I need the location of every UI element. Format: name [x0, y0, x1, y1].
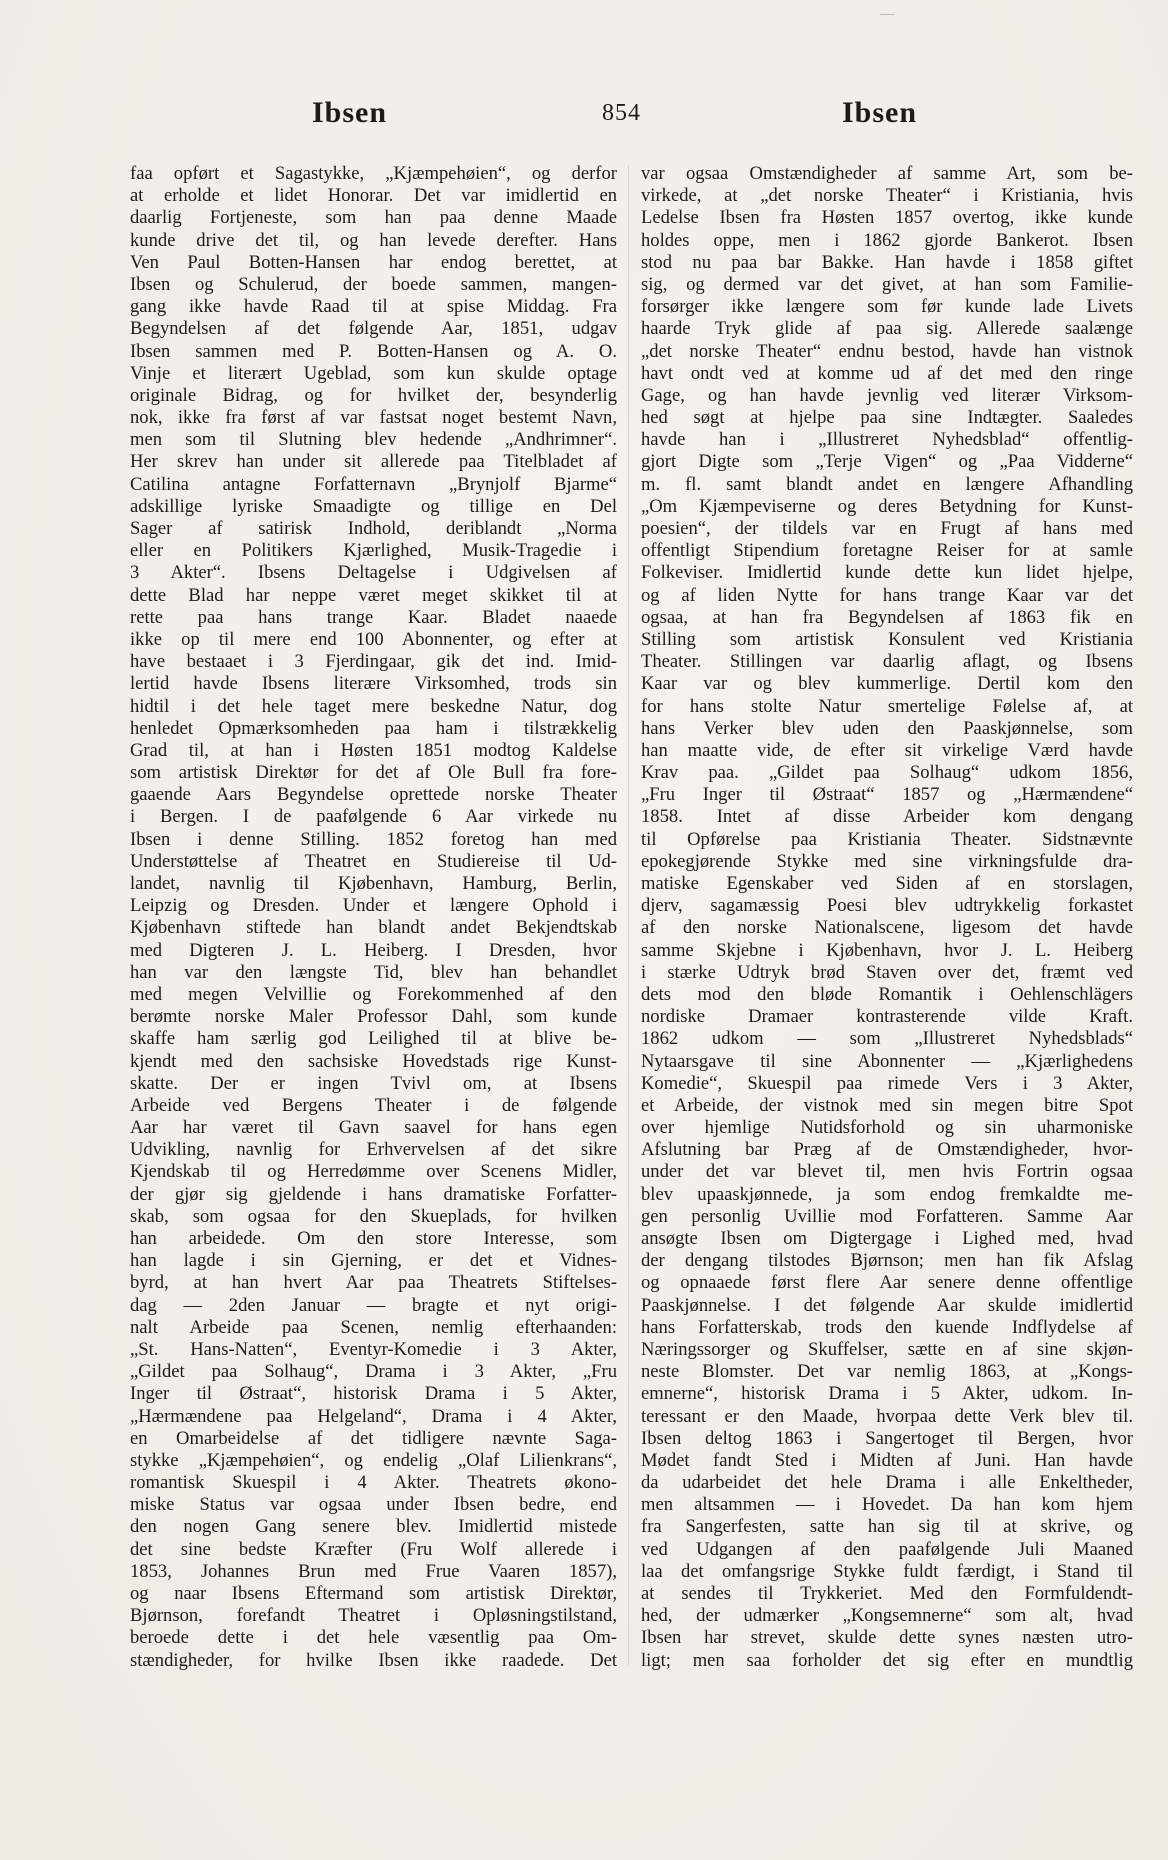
running-head-left: Ibsen	[312, 96, 388, 129]
text-line: dets mod den bløde Romantik i Oehlenschlägers	[641, 983, 1133, 1005]
text-line: „Gildet paa Solhaug“, Drama i 3 Akter, „Fru	[130, 1361, 617, 1383]
text-line: Bjørnson, forefandt Theatret i Opløsningstilstand,	[130, 1605, 617, 1627]
text-line: 1858. Intet af disse Arbeider kom dengang	[641, 806, 1133, 828]
page-header	[0, 96, 1168, 136]
text-line: offentligt Stipendium foretagne Reiser for at samle	[641, 540, 1133, 562]
text-line: kunde drive det til, og han levede derefter. Hans	[130, 229, 617, 251]
text-line: der gjør sig gjeldende i hans dramatiske Forfatter-	[130, 1183, 617, 1205]
text-line: skab, som ogsaa for den Skueplads, for hvilken	[130, 1205, 617, 1227]
text-line: nordiske Dramaer kontrasterende vilde Kraft.	[641, 1006, 1133, 1028]
text-line: havt ondt ved at komme ud af det med den ringe	[641, 362, 1133, 384]
text-line: men som til Slutning blev hedende „Andhrimner“.	[130, 429, 617, 451]
text-line: Mødet fandt Sted i Midten af Juni. Han havde	[641, 1449, 1133, 1471]
text-line: af den norske Nationalscene, ligesom det havde	[641, 917, 1133, 939]
text-line: gaaende Aars Begyndelse oprettede norske Theater	[130, 784, 617, 806]
text-line: Ibsen i denne Stilling. 1852 foretog han med	[130, 828, 617, 850]
text-line: Afslutning bar Præg af de Omstændigheder, hvor-	[641, 1139, 1133, 1161]
text-line: Krav paa. „Gildet paa Solhaug“ udkom 1856,	[641, 762, 1133, 784]
text-line: med Digteren J. L. Heiberg. I Dresden, hvor	[130, 939, 617, 961]
text-line: stykke „Kjæmpehøien“, og endelig „Olaf Lilienkrans“,	[130, 1449, 617, 1471]
text-line: over hjemlige Nutidsforhold og sin uharmoniske	[641, 1117, 1133, 1139]
text-line: epokegjørende Stykke med sine virkningsfulde dra-	[641, 850, 1133, 872]
text-line: Leipzig og Dresden. Under et længere Ophold i	[130, 895, 617, 917]
text-line: hans Forfatterskab, trods den kuende Indflydelse af	[641, 1316, 1133, 1338]
text-line: rette paa hans trange Kaar. Bladet naaede	[130, 606, 617, 628]
text-line: „Hærmændene paa Helgeland“, Drama i 4 Akter,	[130, 1405, 617, 1427]
text-line: beroede dette i det hele væsentlig paa Om-	[130, 1627, 617, 1649]
text-line: og af liden Nytte for hans trange Kaar var det	[641, 584, 1133, 606]
text-line: Ibsen sammen med P. Botten-Hansen og A. O.	[130, 340, 617, 362]
text-line: Grad til, at han i Høsten 1851 modtog Kaldelse	[130, 739, 617, 761]
text-line: da udarbeidet det hele Drama i alle Enkeltheder,	[641, 1472, 1133, 1494]
text-line: byrd, at han hvert Aar paa Theatrets Stiftelses-	[130, 1272, 617, 1294]
text-line: Vinje et literært Ugeblad, som kun skulde optage	[130, 362, 617, 384]
text-line: i stærke Udtryk brød Staven over det, fræmt ved	[641, 961, 1133, 983]
text-line: den nogen Gang senere blev. Imidlertid mistede	[130, 1516, 617, 1538]
text-line: og opnaaede først flere Aar senere denne offentlige	[641, 1272, 1133, 1294]
text-line: ved Udgangen af den paafølgende Juli Maaned	[641, 1538, 1133, 1560]
text-line: laa det omfangsrige Stykke fuldt færdigt, i Stand til	[641, 1560, 1133, 1582]
text-line: han var den længste Tid, blev han behandlet	[130, 961, 617, 983]
text-line: Ibsen og Schulerud, der boede sammen, mangen-	[130, 273, 617, 295]
text-line: Inger til Østraat“, historisk Drama i 5 Akter,	[130, 1383, 617, 1405]
text-line: nalt Arbeide paa Scenen, nemlig efterhaanden:	[130, 1316, 617, 1338]
text-line: han arbeidede. Om den store Interesse, som	[130, 1228, 617, 1249]
text-line: Her skrev han under sit allerede paa Titelbladet af	[130, 451, 617, 473]
text-line: Sager af satirisk Indhold, deriblandt „Norma	[130, 518, 617, 539]
text-line: som artistisk Direktør for det af Ole Bull fra fore-	[130, 762, 617, 784]
text-line: hed søgt at hjelpe paa sine Indtægter. Saaledes	[641, 407, 1133, 429]
text-line: Komedie“, Skuespil paa rimede Vers i 3 Akter,	[641, 1072, 1133, 1094]
text-line: virkede, at „det norske Theater“ i Kristiania, hvis	[641, 185, 1133, 207]
text-line: Aar har været til Gavn saavel for hans egen	[130, 1117, 617, 1139]
text-line: han lagde i sin Gjerning, er det et Vidnes-	[130, 1250, 617, 1272]
text-line: skatte. Der er ingen Tvivl om, at Ibsens	[130, 1072, 617, 1094]
text-line: dag — 2den Januar — bragte et nyt origi-	[130, 1294, 617, 1316]
text-line: ligt; men saa forholder det sig efter en mundtlig	[641, 1649, 1133, 1671]
text-line: kjendt med den sachsiske Hovedstads rige Kunst-	[130, 1050, 617, 1072]
text-line: dette Blad har neppe været meget skikket til at	[130, 584, 617, 606]
text-line: Begyndelsen af det følgende Aar, 1851, udgav	[130, 318, 617, 340]
text-line: „det norske Theater“ endnu bestod, havde han vistnok	[641, 340, 1133, 362]
text-column-right	[641, 163, 1133, 1672]
text-line: Gage, og han havde jevnlig ved literær Virksom-	[641, 384, 1133, 406]
text-line: med megen Velvillie og Forekommenhed af den	[130, 983, 617, 1005]
text-line: under det var blevet til, men hvis Fortrin ogsaa	[641, 1161, 1133, 1183]
text-line: hans Verker blev uden den Paaskjønnelse, som	[641, 717, 1133, 739]
text-line: teressant er den Maade, hvorpaa dette Verk blev til.	[641, 1405, 1133, 1427]
text-line: Kjøbenhavn stiftede han blandt andet Bekjendtskab	[130, 917, 617, 939]
text-line: Ibsen deltog 1863 i Sangertoget til Bergen, hvor	[641, 1427, 1133, 1449]
text-line: poesien“, der tildels var en Frugt af hans med	[641, 518, 1133, 539]
text-line: hed, der udmærker „Kongsemnerne“ som alt, hvad	[641, 1605, 1133, 1627]
text-line: at erholde et lidet Honorar. Det var imidlertid en	[130, 185, 617, 207]
text-line: „St. Hans-Natten“, Eventyr-Komedie i 3 Akter,	[130, 1338, 617, 1360]
text-line: forsørger ikke længere som før kunde lade Livets	[641, 296, 1133, 318]
text-line: holdes oppe, men i 1862 gjorde Bankerot. Ibsen	[641, 229, 1133, 251]
text-line: romantisk Skuespil i 4 Akter. Theatrets økono-	[130, 1472, 617, 1494]
text-line: der dengang tilstodes Bjørnson; men han fik Afslag	[641, 1250, 1133, 1272]
text-line: men altsammen — i Hovedet. Da han kom hjem	[641, 1494, 1133, 1516]
text-line: have bestaaet i 3 Fjerdingaar, gik det ind. Imid-	[130, 651, 617, 673]
text-line: Ledelse Ibsen fra Høsten 1857 overtog, ikke kunde	[641, 207, 1133, 229]
running-head-right: Ibsen	[842, 96, 918, 129]
text-line: Folkeviser. Imidlertid kunde dette kun lidet hjelpe,	[641, 562, 1133, 584]
text-line: stod nu paa bar Bakke. Han havde i 1858 giftet	[641, 251, 1133, 273]
text-line: matiske Egenskaber ved Siden af en storslagen,	[641, 873, 1133, 894]
scan-edge-mark	[880, 14, 894, 15]
text-line: Udvikling, navnlig for Erhvervelsen af det sikre	[130, 1139, 617, 1161]
text-line: lertid havde Ibsens literære Virksomhed, trods sin	[130, 673, 617, 695]
text-line: daarlig Fortjeneste, som han paa denne Maade	[130, 207, 617, 229]
text-line: var ogsaa Omstændigheder af samme Art, som be-	[641, 163, 1133, 184]
column-divider	[628, 165, 629, 1665]
text-line: Understøttelse af Theatret en Studiereise til Ud-	[130, 850, 617, 872]
text-line: 1853, Johannes Brun med Frue Vaaren 1857),	[130, 1560, 617, 1582]
text-line: „Om Kjæmpeviserne og deres Betydning for Kunst-	[641, 495, 1133, 517]
text-line: Nytaarsgave til sine Abonnenter — „Kjærlighedens	[641, 1050, 1133, 1072]
text-line: „Fru Inger til Østraat“ 1857 og „Hærmændene“	[641, 784, 1133, 806]
text-line: hidtil i det hele taget mere beskedne Natur, dog	[130, 695, 617, 717]
text-line: havde han i „Illustreret Nyhedsblad“ offentlig-	[641, 429, 1133, 451]
text-line: og naar Ibsens Eftermand som artistisk Direktør,	[130, 1583, 617, 1604]
page-number: 854	[602, 100, 641, 126]
text-line: blev upaaskjønnede, ja som endog fremkaldte me-	[641, 1183, 1133, 1205]
text-line: Stilling som artistisk Konsulent ved Kristiania	[641, 628, 1133, 650]
text-line: et Arbeide, der vistnok med sin megen bitre Spot	[641, 1094, 1133, 1116]
text-line: Ibsen har strevet, skulde dette synes næsten utro-	[641, 1627, 1133, 1649]
text-line: sig, og dermed var det givet, at han som Familie-	[641, 273, 1133, 295]
text-line: Catilina antagne Forfatternavn „Brynjolf Bjarme“	[130, 473, 617, 495]
text-line: originale Bidrag, og for hvilket der, besynderlig	[130, 384, 617, 406]
text-line: fra Sangerfesten, satte han sig til at skrive, og	[641, 1516, 1133, 1538]
text-line: Næringssorger og Skuffelser, sætte en af sine skjøn-	[641, 1338, 1133, 1360]
text-line: Ven Paul Botten-Hansen har endog berettet, at	[130, 251, 617, 273]
text-line: 3 Akter“. Ibsens Deltagelse i Udgivelsen af	[130, 562, 617, 584]
text-line: gen personlig Uvillie mod Forfatteren. Samme Aar	[641, 1205, 1133, 1227]
text-line: en Omarbeidelse af det tidligere nævnte Saga-	[130, 1427, 617, 1449]
text-line: adskillige lyriske Smaadigte og tillige en Del	[130, 495, 617, 517]
text-line: Kjendskab til og Herredømme over Scenens Midler,	[130, 1161, 617, 1183]
text-line: Paaskjønnelse. I det følgende Aar skulde imidlertid	[641, 1294, 1133, 1316]
text-line: til Opførelse paa Kristiania Theater. Sidstnævnte	[641, 828, 1133, 850]
text-line: ikke op til mere end 100 Abonnenter, og efter at	[130, 628, 617, 650]
text-line: eller en Politikers Kjærlighed, Musik-Tragedie i	[130, 540, 617, 562]
text-line: det sine bedste Kræfter (Fru Wolf allerede i	[130, 1538, 617, 1560]
text-line: djerv, sagamæssig Poesi blev udtrykkelig forkastet	[641, 895, 1133, 917]
text-line: neste Blomster. Det var nemlig 1863, at „Kongs-	[641, 1361, 1133, 1383]
text-line: i Bergen. I de paafølgende 6 Aar virkede nu	[130, 806, 617, 828]
text-column-left	[130, 163, 617, 1672]
text-line: Theater. Stillingen var daarlig aflagt, og Ibsens	[641, 651, 1133, 673]
text-line: at sendes til Trykkeriet. Med den Formfuldendt-	[641, 1583, 1133, 1604]
text-line: han maatte vide, de efter sit virkelige Værd havde	[641, 739, 1133, 761]
text-line: 1862 udkom — som „Illustreret Nyhedsblads“	[641, 1028, 1133, 1050]
text-line: berømte norske Maler Professor Dahl, som kunde	[130, 1006, 617, 1028]
text-line: m. fl. samt blandt andet en længere Afhandling	[641, 473, 1133, 495]
text-line: samme Skjebne i Kjøbenhavn, hvor J. L. Heiberg	[641, 939, 1133, 961]
text-line: miske Status var ogsaa under Ibsen bedre, end	[130, 1494, 617, 1516]
text-line: henledet Opmærksomheden paa ham i tilstrækkelig	[130, 717, 617, 739]
text-line: skaffe ham særlig god Leilighed til at blive be-	[130, 1028, 617, 1050]
text-line: gjort Digte som „Terje Vigen“ og „Paa Vidderne“	[641, 451, 1133, 473]
text-line: gang ikke havde Raad til at spise Middag. Fra	[130, 296, 617, 318]
text-line: ogsaa, at han fra Begyndelsen af 1863 fik en	[641, 606, 1133, 628]
text-line: haarde Tryk glide af paa sig. Allerede saalænge	[641, 318, 1133, 340]
text-line: stændigheder, for hvilke Ibsen ikke raadede. Det	[130, 1649, 617, 1671]
text-line: faa opført et Sagastykke, „Kjæmpehøien“, og derfor	[130, 163, 617, 184]
text-line: for hans stolte Natur smertelige Følelse af, at	[641, 695, 1133, 717]
text-line: Arbeide ved Bergens Theater i de følgende	[130, 1094, 617, 1116]
text-line: ansøgte Ibsen om Digtergage i Lighed med, hvad	[641, 1228, 1133, 1249]
text-line: landet, navnlig til Kjøbenhavn, Hamburg, Berlin,	[130, 873, 617, 894]
text-line: nok, ikke fra først af var fastsat noget bestemt Navn,	[130, 407, 617, 429]
text-line: emnerne“, historisk Drama i 5 Akter, udkom. In-	[641, 1383, 1133, 1405]
text-line: Kaar var og blev kummerlige. Dertil kom den	[641, 673, 1133, 695]
